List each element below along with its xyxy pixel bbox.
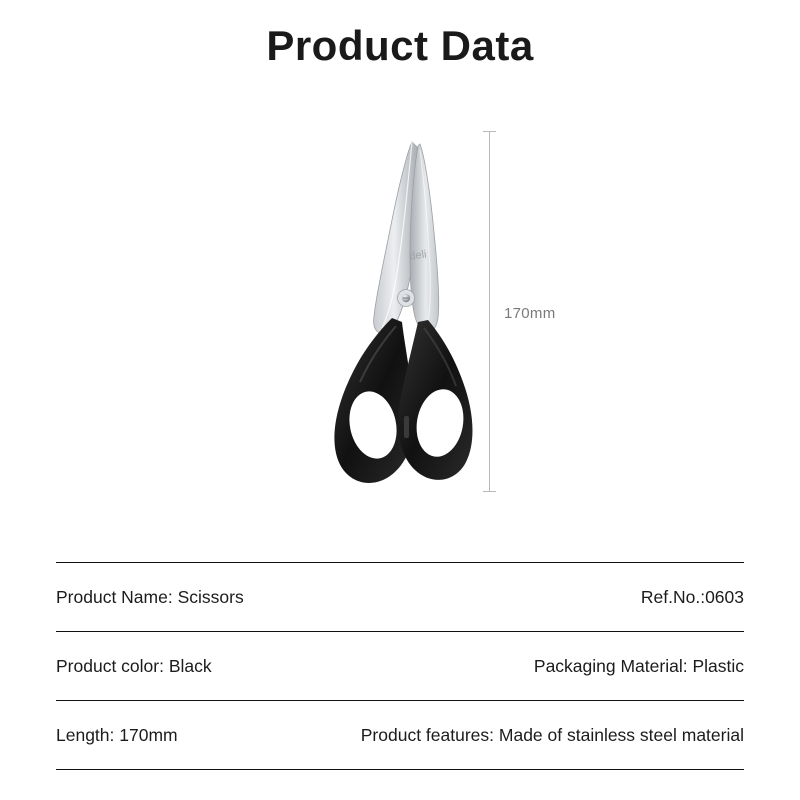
scissors-illustration	[300, 120, 520, 500]
table-row	[56, 700, 744, 770]
product-color-cell: Product color: Black	[56, 655, 212, 676]
dimension-cap-top	[483, 131, 496, 132]
product-features-cell: Product features: Made of stainless steel material	[360, 724, 744, 745]
packaging-material-cell: Packaging Material: Plastic	[533, 655, 744, 676]
dimension-line	[489, 131, 490, 491]
table-row	[56, 562, 744, 631]
length-cell: Length: 170mm	[56, 724, 178, 745]
brand-mark: deli	[408, 248, 428, 263]
page-title: Product Data	[266, 22, 534, 69]
table-row	[56, 631, 744, 700]
product-image-area	[0, 110, 800, 530]
handle-notch	[404, 416, 409, 438]
blade-right	[410, 144, 439, 332]
dimension-label: 170mm	[500, 303, 560, 324]
spec-table	[56, 562, 744, 770]
ref-no-cell: Ref.No.:0603	[640, 586, 744, 607]
dimension-cap-bottom	[483, 491, 496, 492]
pivot-screw	[398, 290, 415, 307]
handle-right	[398, 320, 472, 480]
product-name-cell: Product Name: Scissors	[56, 586, 244, 607]
